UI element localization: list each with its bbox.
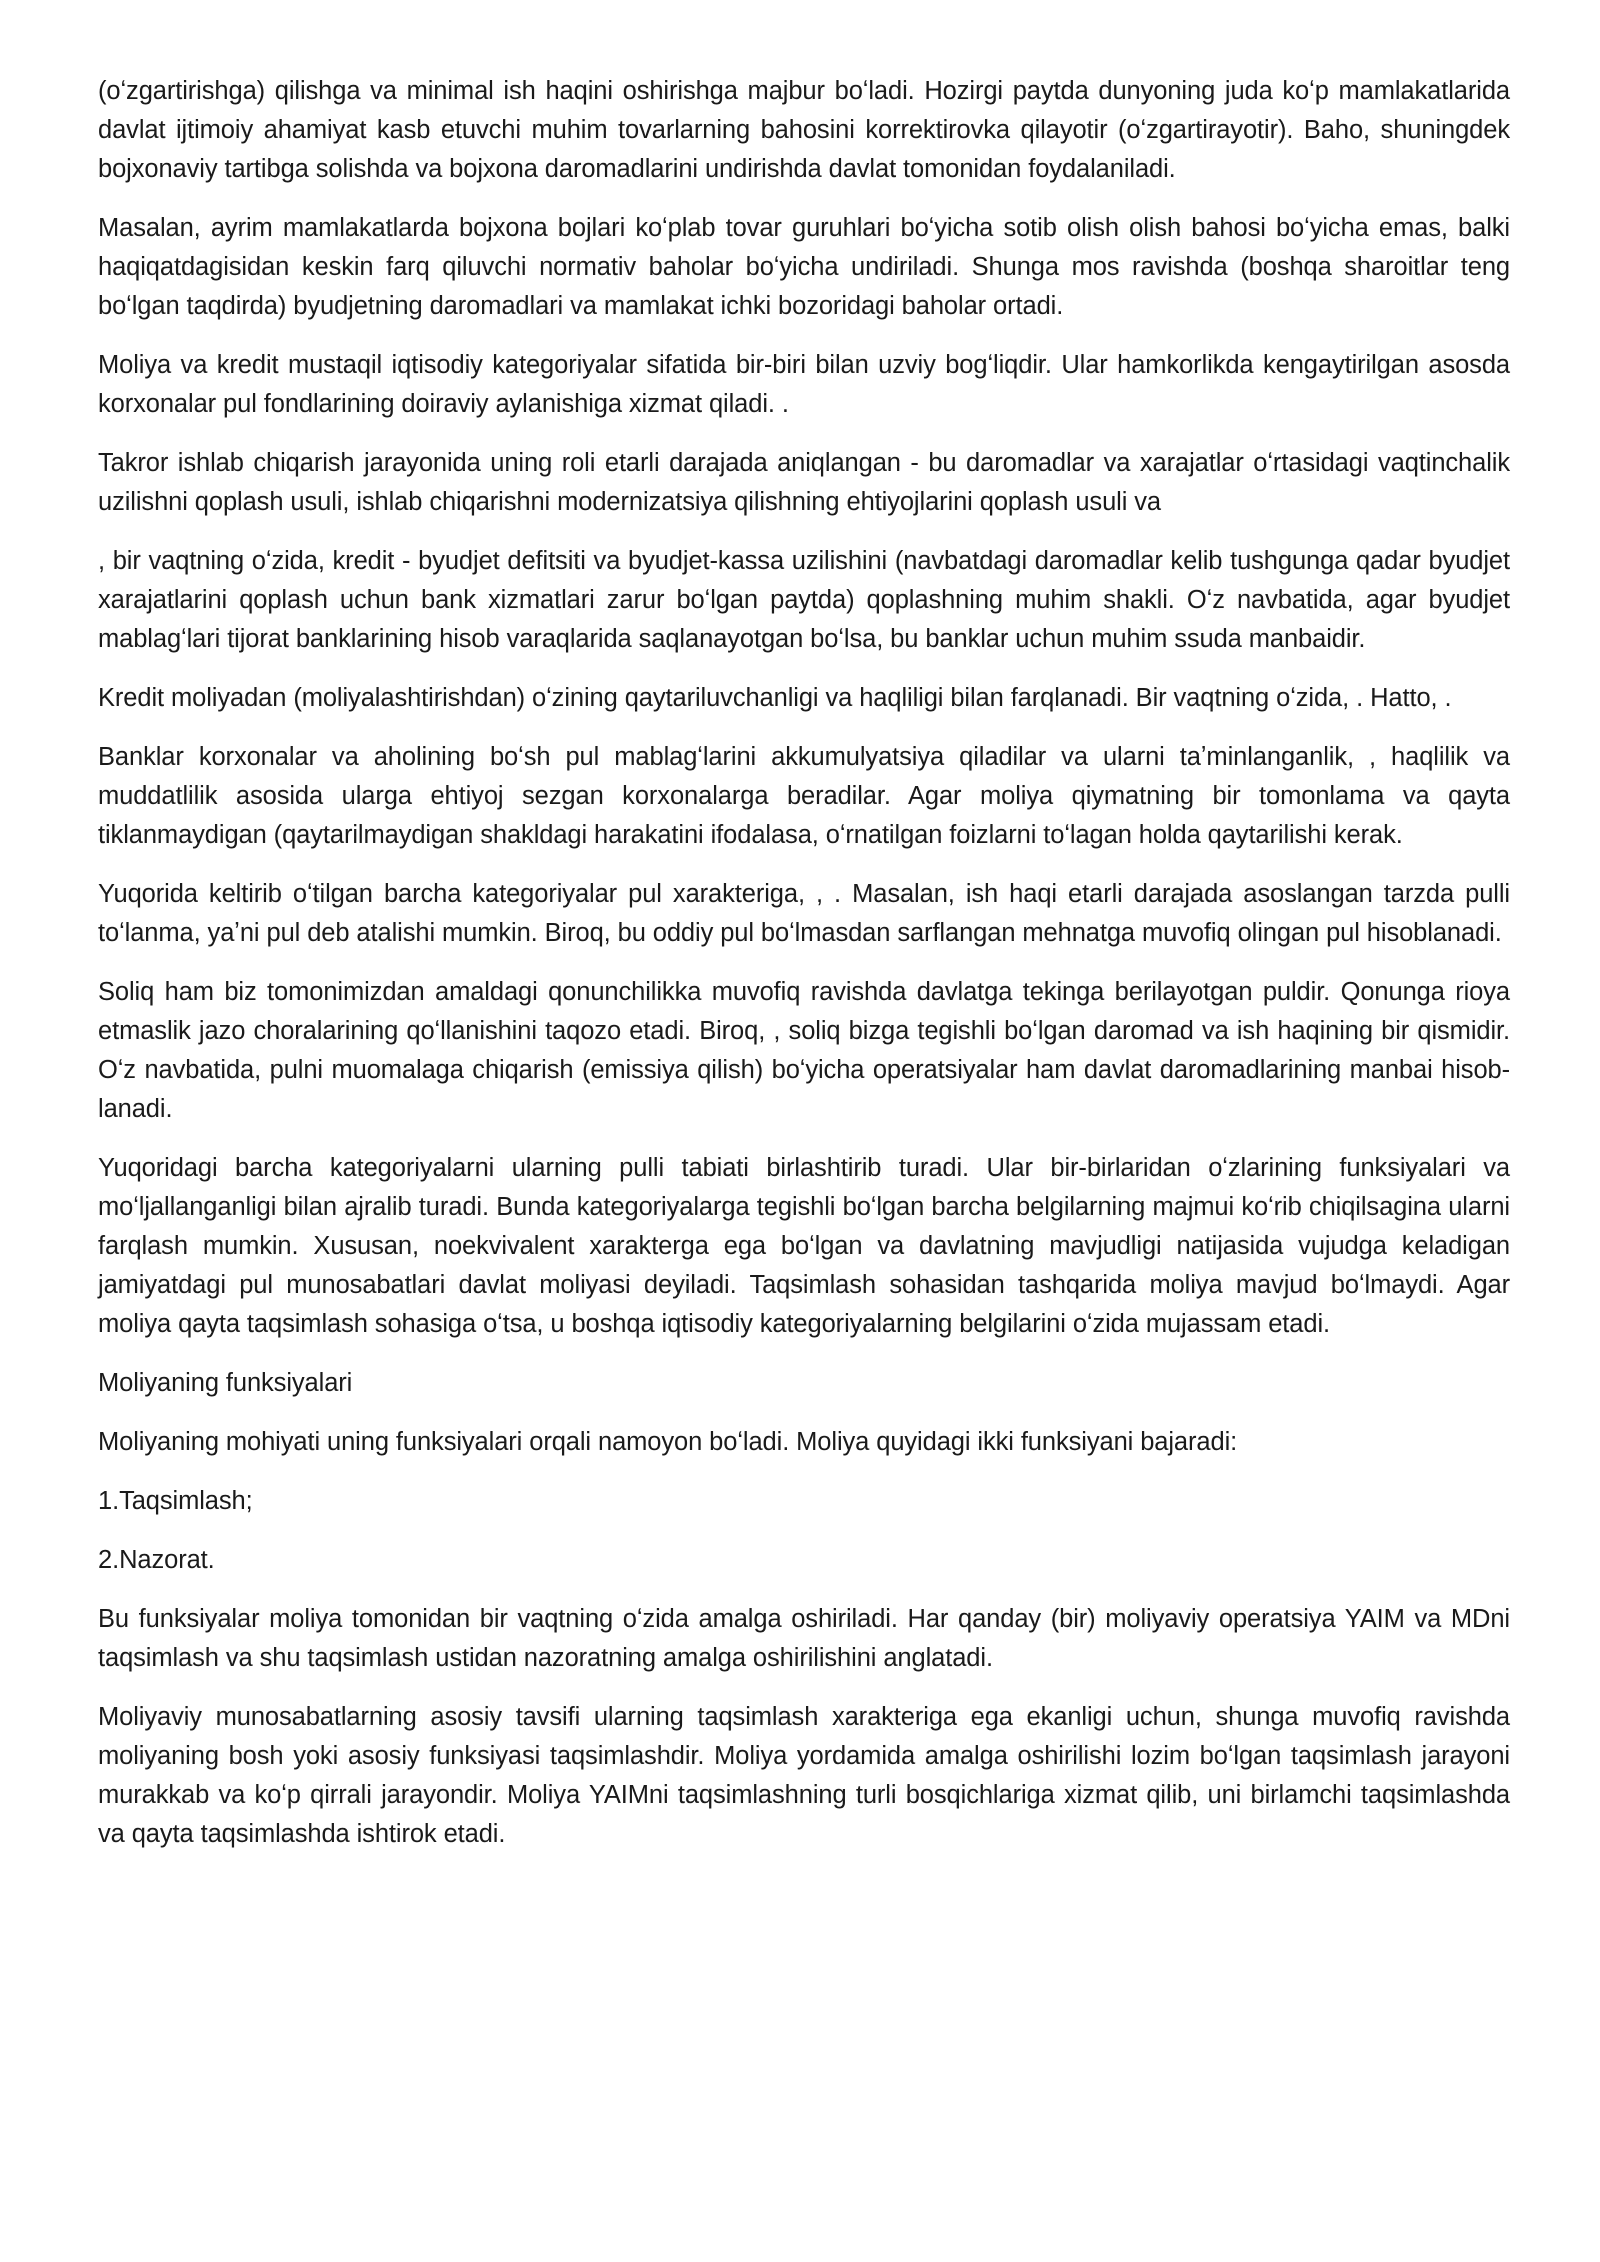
paragraph: Moliyaning mohiyati uning funksiyalari orqali namoyon boʻladi. Moliya quyidagi ikki funksiyani bajaradi: xyxy=(98,1428,1238,1456)
document-page xyxy=(98,72,1510,1874)
paragraph: Soliq ham biz tomonimizdan amaldagi qonunchilikka muvofiq ravishda davlatga tekinga berilayotgan puldir. Qonunga rioya etmaslik jazo choralarining qoʻllanishini taqozo etadi. Biroq, , soliq bizga tegishli boʻlgan daromad va ish haqining bir qismidir. Oʻz navbatida, pulni muomalaga chiqarish (emissiya qilish) boʻyicha operatsiyalar ham davlat daromadlarining manbai hisob- lanadi. xyxy=(98,978,1510,1123)
paragraph: Banklar korxonalar va aholining boʻsh pul mablagʻlarini akkumulyatsiya qiladilar va ularni taʼminlanganlik, , haqlilik va muddatlilik asosida ularga ehtiyoj sezgan korxonalarga beradilar. Agar moliya qiymatning bir tomonlama va qayta tiklanmaydigan (qaytarilmaydigan shakldagi harakatini ifodalasa, oʻrnatilgan foizlarni toʻlagan holda qaytarilishi kerak. xyxy=(98,743,1510,849)
paragraph: , bir vaqtning oʻzida, kredit - byudjet defitsiti va byudjet-kassa uzilishini (navbatdagi daromadlar kelib tushgunga qadar byudjet xarajatlarini qoplash uchun bank xizmatlari zarur boʻlgan paytda) qoplashning muhim shakli. Oʻz navbatida, agar byudjet mablagʻlari tijorat banklarining hisob varaqlarida saqlanayotgan boʻlsa, bu banklar uchun muhim ssuda manbaidir. xyxy=(98,547,1510,653)
paragraph: Moliya va kredit mustaqil iqtisodiy kategoriyalar sifatida bir-biri bilan uzviy bogʻliqdir. Ular hamkorlikda kengaytirilgan asosda korxonalar pul fondlarining doiraviy aylanishiga xizmat qiladi. . xyxy=(98,351,1510,418)
list-item: 1.Taqsimlash; xyxy=(98,1487,253,1515)
paragraph: Yuqorida keltirib oʻtilgan barcha kategoriyalar pul xarakteriga, , . Masalan, ish haqi etarli darajada asoslangan tarzda pulli toʻlanma, yaʼni pul deb atalishi mumkin. Biroq, bu oddiy pul boʻlmasdan sarflangan mehnatga muvofiq olingan pul hisoblanadi. xyxy=(98,880,1510,947)
paragraph: Kredit moliyadan (moliyalashtirishdan) oʻzining qaytariluvchanligi va haqliligi bilan farqlanadi. Bir vaqtning oʻzida, . Hatto, . xyxy=(98,684,1452,712)
paragraph: Takror ishlab chiqarish jarayonida uning roli etarli darajada aniqlangan - bu daromadlar va xarajatlar oʻrtasidagi vaqtinchalik uzilishni qoplash usuli, ishlab chiqarishni modernizatsiya qilishning ehtiyojlarini qoplash usuli va xyxy=(98,449,1510,516)
section-heading: Moliyaning funksiyalari xyxy=(98,1369,353,1397)
list-item: 2.Nazorat. xyxy=(98,1546,215,1574)
paragraph: Bu funksiyalar moliya tomonidan bir vaqtning oʻzida amalga oshiriladi. Har qanday (bir) moliyaviy operatsiya YAIM va MDni taqsimlash va shu taqsimlash ustidan nazoratning amalga oshirilishini anglatadi. xyxy=(98,1605,1510,1672)
paragraph: Masalan, ayrim mamlakatlarda bojxona bojlari koʻplab tovar guruhlari boʻyicha sotib olish olish bahosi boʻyicha emas, balki haqiqatdagisidan keskin farq qiluvchi normativ baholar boʻyicha undiriladi. Shunga mos ravishda (boshqa sharoitlar teng boʻlgan taqdirda) byudjetning daromadlari va mamlakat ichki bozoridagi baholar ortadi. xyxy=(98,214,1510,320)
paragraph: Yuqoridagi barcha kategoriyalarni ularning pulli tabiati birlashtirib turadi. Ular bir-birlaridan oʻzlarining funksiyalari va moʻljallanganligi bilan ajralib turadi. Bunda kategoriyalarga tegishli boʻlgan barcha belgilarning majmui koʻrib chiqilsagina ularni farqlash mumkin. Xususan, noekvivalent xarakterga ega boʻlgan va davlatning mavjudligi natijasida vujudga keladigan jamiyatdagi pul munosabatlari davlat moliyasi deyiladi. Taqsimlash sohasidan tashqarida moliya mavjud boʻlmaydi. Agar moliya qayta taqsimlash sohasiga oʻtsa, u boshqa iqtisodiy kategoriyalarning belgilarini oʻzida mujassam etadi. xyxy=(98,1154,1510,1338)
paragraph: (oʻzgartirishga) qilishga va minimal ish haqini oshirishga majbur boʻladi. Hozirgi paytda dunyoning juda koʻp mamlakatlarida davlat ijtimoiy ahamiyat kasb etuvchi muhim tovarlarning bahosini korrektirovka qilayotir (oʻzgartirayotir). Baho, shuningdek bojxonaviy tartibga solishda va bojxona daromadlarini undirishda davlat tomonidan foydalaniladi. xyxy=(98,77,1510,183)
paragraph: Moliyaviy munosabatlarning asosiy tavsifi ularning taqsimlash xarakteriga ega ekanligi uchun, shunga muvofiq ravishda moliyaning bosh yoki asosiy funksiyasi taqsimlashdir. Moliya yordamida amalga oshirilishi lozim boʻlgan taqsimlash jarayoni murakkab va koʻp qirrali jarayondir. Moliya YAIMni taqsimlashning turli bosqichlariga xizmat qilib, uni birlamchi taqsimlashda va qayta taqsimlashda ishtirok etadi. xyxy=(98,1703,1510,1848)
